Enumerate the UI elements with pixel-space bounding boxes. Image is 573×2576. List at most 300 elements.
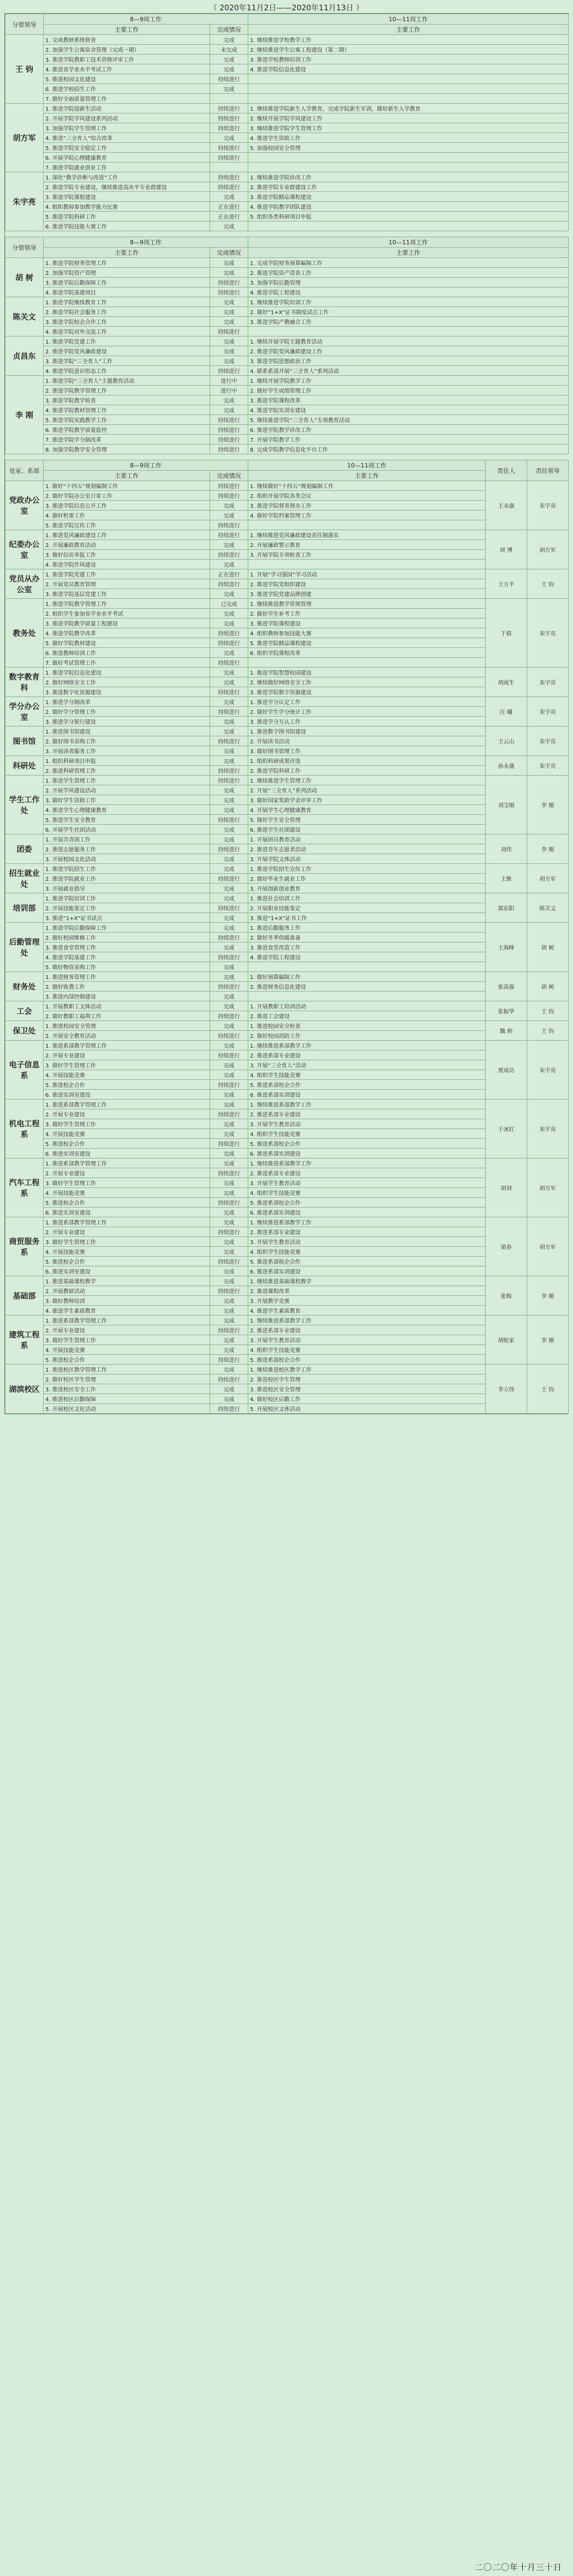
- table-row: [5, 1129, 569, 1139]
- next-work-item: 2. 开展“三全育人”系列活动: [248, 785, 486, 795]
- next-work-item: 4. 做好校区后勤工作: [248, 1394, 486, 1404]
- status-cell: 完成: [210, 923, 248, 933]
- status-cell: 持续进行: [210, 1286, 248, 1296]
- next-work-item: 2. 推进工会建设: [248, 1011, 486, 1021]
- status-cell: 持续进行: [210, 982, 248, 992]
- table-row: [5, 1109, 569, 1119]
- responsible-person: 张振华: [486, 1001, 527, 1021]
- table-row: [5, 717, 569, 726]
- table-row: [5, 307, 569, 317]
- header-main-work-next: 主要工作: [248, 25, 569, 35]
- table-row: [5, 1306, 569, 1316]
- status-cell: 持续进行: [210, 550, 248, 560]
- current-work-item: 1. 推进系部教学管理工作: [44, 1158, 210, 1168]
- responsible-person: 张梅: [486, 1276, 527, 1316]
- current-work-item: 6. 推进学院技能大赛工作: [44, 221, 210, 231]
- status-cell: 正在进行: [210, 202, 248, 212]
- next-work-item: 3. 开展学生教育活动: [248, 1119, 486, 1129]
- status-cell: 持续进行: [210, 1109, 248, 1119]
- status-cell: 完成: [210, 192, 248, 202]
- table-row: [5, 1188, 569, 1198]
- next-work-item: 2. 做好学生补考工作: [248, 609, 486, 619]
- table-header-row: [5, 460, 569, 471]
- next-work-item: 1. 开展团员教育活动: [248, 834, 486, 844]
- status-cell: 完成: [210, 1384, 248, 1394]
- table-row: [5, 64, 569, 74]
- next-work-item: 1. 继续推进学院新生入学教育，完成学院新生军训，做好新生入学教育: [248, 104, 569, 113]
- header-status: 完成情况: [210, 248, 248, 258]
- table-row: [5, 386, 569, 395]
- next-work-item: 3. 开展学生教育活动: [248, 1237, 486, 1247]
- next-work-item: 3. 推进学院数字资源建设: [248, 687, 486, 697]
- responsible-leader: 王 钧: [527, 1001, 569, 1021]
- table-row: [5, 1050, 569, 1060]
- group-name: 贞昌东: [5, 337, 44, 376]
- table-row: [5, 202, 569, 212]
- status-cell: 完成: [210, 589, 248, 599]
- current-work-item: 2. 做好学院办公室日常工作: [44, 491, 210, 501]
- group-name: 数字教育科: [5, 668, 44, 697]
- table-row: [5, 153, 569, 163]
- status-cell: 完成: [210, 795, 248, 805]
- current-work-item: 3. 推进学院教学检查: [44, 395, 210, 405]
- next-work-item: 1. 继续推进学院诊改工作: [248, 172, 569, 182]
- next-work-item: 1. 继续做好“十四五”规划编制工作: [248, 481, 486, 491]
- table-row: [5, 736, 569, 746]
- current-work-item: 1. 深化“教学诊断与改进”工作: [44, 172, 210, 182]
- current-work-item: 4. 开展技能竞赛: [44, 1070, 210, 1080]
- current-work-item: 4. 推进学院教学改革: [44, 628, 210, 638]
- responsible-person: 郭东阳: [486, 893, 527, 923]
- group-name: 党员从办公室: [5, 569, 44, 599]
- current-work-item: 1. 推进学院教学管理工作: [44, 599, 210, 609]
- status-cell: 完成: [210, 1316, 248, 1325]
- header-main-work: 主要工作: [44, 25, 210, 35]
- responsible-leader: 李 刚: [527, 834, 569, 864]
- current-work-item: 3. 做好学生管理工作: [44, 1237, 210, 1247]
- status-cell: 完成: [210, 317, 248, 327]
- status-cell: 持续进行: [210, 481, 248, 491]
- current-work-item: 4. 推进省学业水平考试工作: [44, 64, 210, 74]
- current-work-item: 3. 推进学院教职工技术资格评审工作: [44, 55, 210, 64]
- next-work-item: 2. 推进学院科研工作: [248, 766, 486, 776]
- status-cell: 持续进行: [210, 491, 248, 501]
- table-row: [5, 1011, 569, 1021]
- current-work-item: 2. 开展廉政教育活动: [44, 540, 210, 550]
- table-row: [5, 1060, 569, 1070]
- current-work-item: 3. 推进学院后勤保障工作: [44, 278, 210, 287]
- current-work-item: 4. 开展技能竞赛: [44, 1188, 210, 1198]
- status-cell: 完成: [210, 1041, 248, 1050]
- next-work-item: 2. 继续推进学生公寓工程建设（第二期）: [248, 45, 569, 55]
- table-row: [5, 609, 569, 619]
- table-row: [5, 317, 569, 327]
- status-cell: 完成: [210, 992, 248, 1001]
- next-work-item: 2. 继续开展学院学风建设工作: [248, 113, 569, 123]
- table-row: [5, 530, 569, 540]
- next-work-item: 2. 推进系部专业建设: [248, 1050, 486, 1060]
- responsible-person: 王海峰: [486, 923, 527, 972]
- next-work-item: 2. 做好“1+X”证书制度试点工作: [248, 307, 569, 317]
- current-work-item: 5. 推进校企合作: [44, 1257, 210, 1266]
- status-cell: 持续进行: [210, 182, 248, 192]
- status-cell: 持续进行: [210, 1198, 248, 1208]
- status-cell: 完成: [210, 1158, 248, 1168]
- current-work-item: 4. 做好机要工作: [44, 511, 210, 520]
- current-work-item: 7. 推进学院学分制改革: [44, 435, 210, 445]
- status-cell: 完成: [210, 501, 248, 511]
- next-work-item: 1. 组织科研成果评选: [248, 756, 486, 766]
- status-cell: 完成: [210, 1237, 248, 1247]
- status-cell: 完成: [210, 785, 248, 795]
- table-row: [5, 766, 569, 776]
- status-cell: 完成: [210, 1217, 248, 1227]
- next-work-item: 4. 组织学生技能竞赛: [248, 1345, 486, 1355]
- header-main-work-next: 主要工作: [248, 471, 486, 481]
- next-work-item: 4. 组织学生技能竞赛: [248, 1188, 486, 1198]
- table-row: [5, 540, 569, 550]
- responsible-leader: 王 钧: [527, 1021, 569, 1041]
- current-work-item: 1. 推进学院迎新生活动: [44, 104, 210, 113]
- next-work-item: 4. 开展学生心理健康教育: [248, 805, 486, 815]
- status-cell: 完成: [210, 1149, 248, 1158]
- status-cell: 持续进行: [210, 287, 248, 297]
- current-work-item: 1. 推进学院信息化建设: [44, 668, 210, 677]
- table-row: [5, 599, 569, 609]
- next-work-item: 4. 联系系部开展“三全育人”系列活动: [248, 366, 569, 376]
- responsible-leader: 胡 树: [527, 923, 569, 972]
- next-work-item: 1. 继续推进学院培训工作: [248, 297, 569, 307]
- table-row: [5, 74, 569, 84]
- group-name: 学生工作处: [5, 776, 44, 834]
- current-work-item: 1. 推进系部教学管理工作: [44, 1316, 210, 1325]
- current-work-item: 3. 推进学院校企合作工作: [44, 317, 210, 327]
- next-work-item: 1. 继续推进系部教学工作: [248, 1316, 486, 1325]
- group-name: 李 刚: [5, 376, 44, 454]
- next-work-item: [248, 992, 486, 1001]
- next-work-item: 3. 推进学院精品课程建设: [248, 192, 569, 202]
- period-title: （ 2020年11月2日——2020年11月13日 ）: [209, 4, 364, 13]
- current-work-item: 4. 推进“三全育人”综合改革: [44, 133, 210, 143]
- table-row: [5, 1119, 569, 1129]
- responsible-leader: 胡方军: [527, 864, 569, 893]
- current-work-item: 5. 推进学院安全稳定工作: [44, 143, 210, 153]
- table-row: [5, 327, 569, 337]
- group-name: 培训部: [5, 893, 44, 923]
- responsible-leader: 胡 树: [527, 972, 569, 1001]
- current-work-item: 2. 开展专业建设: [44, 1227, 210, 1237]
- next-work-item: 1. 推进社会培训工作: [248, 893, 486, 903]
- next-work-item: [248, 962, 486, 972]
- next-work-item: 4. 推进学院信息化建设: [248, 64, 569, 74]
- table-row: [5, 405, 569, 415]
- group-name: 纪委办公室: [5, 530, 44, 569]
- table-row: [5, 84, 569, 94]
- table-row: [5, 677, 569, 687]
- table-row: [5, 942, 569, 952]
- table-row: [5, 376, 569, 386]
- current-work-item: 2. 开展安全教育活动: [44, 1031, 210, 1041]
- table-row: [5, 415, 569, 425]
- table-row: [5, 913, 569, 923]
- next-work-item: 3. 开展学生教育活动: [248, 1335, 486, 1345]
- next-work-item: 6. 组织学院课程改革: [248, 648, 486, 658]
- status-cell: 完成: [210, 346, 248, 356]
- current-work-item: 7. 做好考试管理工作: [44, 658, 210, 668]
- status-cell: 完成: [210, 35, 248, 45]
- current-work-item: 2. 开展专业建设: [44, 1109, 210, 1119]
- section-gap: [5, 231, 569, 237]
- table-row: [5, 1296, 569, 1306]
- work-plan-table: [5, 14, 569, 1414]
- status-cell: 完成: [210, 1001, 248, 1011]
- next-work-item: 2. 做好校园消防工作: [248, 1031, 486, 1041]
- current-work-item: 3. 推进数字化资源建设: [44, 687, 210, 697]
- status-cell: 完成: [210, 258, 248, 268]
- current-work-item: 1. 推进基础课程教学: [44, 1276, 210, 1286]
- current-work-item: 1. 开展共青团工作: [44, 834, 210, 844]
- next-work-item: 5. 继续推进学院“三全育人”专项教育活动: [248, 415, 569, 425]
- next-work-item: 4. 推进学院实训室建设: [248, 405, 569, 415]
- next-work-item: 2. 推进校区学生管理: [248, 1374, 486, 1384]
- group-name: 教务处: [5, 599, 44, 668]
- table-row: [5, 1158, 569, 1168]
- next-work-item: 1. 继续推进学校教学工作: [248, 35, 569, 45]
- current-work-item: 6. 推进教师培训工作: [44, 648, 210, 658]
- responsible-person: 于倩: [486, 599, 527, 668]
- table-row: [5, 550, 569, 560]
- next-work-item: [248, 327, 569, 337]
- table-row: [5, 395, 569, 405]
- status-cell: 持续进行: [210, 874, 248, 884]
- table-row: [5, 569, 569, 579]
- group-name: 湖滨校区: [5, 1365, 44, 1414]
- group-name: 图书馆: [5, 726, 44, 756]
- header-week-10-11: 10—11周工作: [248, 237, 569, 248]
- status-cell: 持续进行: [210, 1050, 248, 1060]
- current-work-item: 6. 推进实训室建设: [44, 1266, 210, 1276]
- current-work-item: 3. 推进学院课程建设: [44, 192, 210, 202]
- status-cell: 完成: [210, 648, 248, 658]
- status-cell: 完成: [210, 1178, 248, 1188]
- table-row: [5, 992, 569, 1001]
- current-work-item: 2. 推进学院社会服务工作: [44, 307, 210, 317]
- next-work-item: [248, 153, 569, 163]
- next-work-item: 1. 推进学院招生宣传工作: [248, 864, 486, 874]
- current-work-item: 5. 开展校区文化活动: [44, 1404, 210, 1414]
- status-cell: 进行中: [210, 386, 248, 395]
- table-row: [5, 805, 569, 815]
- current-work-item: 4. 推进学生素质教育: [44, 1306, 210, 1316]
- table-row: [5, 113, 569, 123]
- table-row: [5, 982, 569, 992]
- status-cell: 持续进行: [210, 658, 248, 668]
- current-work-item: 5. 推进校企合作: [44, 1198, 210, 1208]
- current-work-item: 2. 做好校区学生管理: [44, 1374, 210, 1384]
- responsible-leader: 王 钧: [527, 1365, 569, 1414]
- work-plan-table-body: [5, 14, 569, 1414]
- status-cell: 完成: [210, 756, 248, 766]
- next-work-item: 4. 推进学院教学团队建设: [248, 202, 569, 212]
- responsible-leader: 胡方军: [527, 1158, 569, 1217]
- status-cell: 完成: [210, 337, 248, 346]
- responsible-leader: 胡方军: [527, 1217, 569, 1276]
- table-row: [5, 212, 569, 221]
- current-work-item: 5. 推进校企合作: [44, 1139, 210, 1149]
- responsible-leader: 陈关文: [527, 893, 569, 923]
- next-work-item: 4. 推进学院工程建设: [248, 952, 486, 962]
- current-work-item: 1. 推进学分制改革: [44, 697, 210, 707]
- current-work-item: 1. 推进校区教学管理工作: [44, 1365, 210, 1374]
- next-work-item: 3. 继续推进学院学生管理工作: [248, 123, 569, 133]
- status-cell: 持续进行: [210, 766, 248, 776]
- current-work-item: 1. 完成教研系统督查: [44, 35, 210, 45]
- current-work-item: 3. 推进学院“三全育人”工作: [44, 356, 210, 366]
- next-work-item: 1. 推进校园安全检查: [248, 1021, 486, 1031]
- table-row: [5, 825, 569, 834]
- status-cell: 持续进行: [210, 278, 248, 287]
- status-cell: 持续进行: [210, 1227, 248, 1237]
- next-work-item: 5. 推进系部校企合作: [248, 1198, 486, 1208]
- group-name: 工会: [5, 1001, 44, 1021]
- current-work-item: 2. 开展学风建设活动: [44, 785, 210, 795]
- current-work-item: 2. 开展党员教育管理: [44, 579, 210, 589]
- table-row: [5, 1090, 569, 1100]
- status-cell: 完成: [210, 864, 248, 874]
- group-name: 保卫处: [5, 1021, 44, 1041]
- table-row: [5, 511, 569, 520]
- next-work-item: [248, 94, 569, 104]
- current-work-item: 3. 做好教师培训: [44, 1296, 210, 1306]
- responsible-person: 王维: [486, 864, 527, 893]
- table-row: [5, 221, 569, 231]
- status-cell: 持续进行: [210, 172, 248, 182]
- current-work-item: 3. 推进学院信息公开工作: [44, 501, 210, 511]
- next-work-item: 6. 推进学院教学诊改工作: [248, 425, 569, 435]
- header-week-8-9: 8—9周工作: [44, 460, 248, 471]
- table-row: [5, 1325, 569, 1335]
- current-work-item: 3. 推进学院教学质量工程建设: [44, 619, 210, 628]
- next-work-item: 2. 做好学生学分统计工作: [248, 707, 486, 717]
- table-row: [5, 297, 569, 307]
- table-row: [5, 337, 569, 346]
- status-cell: 正在进行: [210, 569, 248, 579]
- current-work-item: 3. 做好学生管理工作: [44, 1060, 210, 1070]
- status-cell: 完成: [210, 854, 248, 864]
- current-work-item: 4. 推进学院对外交流工作: [44, 327, 210, 337]
- responsible-person: 胡轮家: [486, 1316, 527, 1365]
- table-row: [5, 628, 569, 638]
- table-row: [5, 884, 569, 893]
- next-work-item: 5. 加强校园安全管理: [248, 143, 569, 153]
- next-work-item: 2. 做好毕业生就业工作: [248, 874, 486, 884]
- next-work-item: 2. 做好学生成绩管理工作: [248, 386, 569, 395]
- table-row: [5, 795, 569, 805]
- status-cell: 完成: [210, 405, 248, 415]
- table-row: [5, 962, 569, 972]
- next-work-item: 1. 继续推进系部教学工作: [248, 1217, 486, 1227]
- header-responsible: 责任人: [486, 460, 527, 481]
- table-row: [5, 1001, 569, 1011]
- group-name: 胡方军: [5, 104, 44, 172]
- next-work-item: 3. 推进学院思想政治工作: [248, 356, 569, 366]
- status-cell: 持续进行: [210, 638, 248, 648]
- current-work-item: 3. 开展读者服务工作: [44, 746, 210, 756]
- next-work-item: 2. 推进学院党风廉政建设工作: [248, 346, 569, 356]
- next-work-item: 5. 推进学院精品课程建设: [248, 638, 486, 648]
- current-work-item: 3. 推进校区安全工作: [44, 1384, 210, 1394]
- status-cell: 完成: [210, 884, 248, 893]
- current-work-item: 6. 推进实训室建设: [44, 1090, 210, 1100]
- current-work-item: 2. 做好学分管理工作: [44, 707, 210, 717]
- status-cell: 完成: [210, 64, 248, 74]
- header-col1: 处室、系部: [5, 460, 44, 481]
- status-cell: 完成: [210, 1247, 248, 1257]
- next-work-item: 3. 推进学校教师培训工作: [248, 55, 569, 64]
- group-name: 招生就业处: [5, 864, 44, 893]
- next-work-item: 2. 做好冬季供暖准备: [248, 933, 486, 942]
- current-work-item: 2. 加强学生公寓宿舍管理（完成一期）: [44, 45, 210, 55]
- next-work-item: 1. 开展“学习强国”学习活动: [248, 569, 486, 579]
- next-work-item: 4. 组织学生技能竞赛: [248, 1129, 486, 1139]
- status-cell: 完成: [210, 511, 248, 520]
- status-cell: 完成: [210, 962, 248, 972]
- status-cell: 持续进行: [210, 1011, 248, 1021]
- status-cell: 完成: [210, 972, 248, 982]
- next-work-item: [248, 84, 569, 94]
- current-work-item: 3. 做好学生管理工作: [44, 1335, 210, 1345]
- current-work-item: 2. 组织学生参加省学业水平考试: [44, 609, 210, 619]
- responsible-leader: 朱宇亮: [527, 599, 569, 668]
- group-name: 财务处: [5, 972, 44, 1001]
- group-name: 胡 树: [5, 258, 44, 297]
- next-work-item: 1. 完成学院财务预算编制工作: [248, 258, 569, 268]
- next-work-item: 1. 继续开展学院主题教育活动: [248, 337, 569, 346]
- status-cell: 完成: [210, 726, 248, 736]
- status-cell: 完成: [210, 697, 248, 707]
- status-cell: 完成: [210, 395, 248, 405]
- group-name: 汽车工程系: [5, 1158, 44, 1217]
- table-row: [5, 481, 569, 491]
- status-cell: 完成: [210, 717, 248, 726]
- current-work-item: 2. 加强学院资产管理: [44, 268, 210, 278]
- table-row: [5, 687, 569, 697]
- table-row: [5, 1345, 569, 1355]
- next-work-item: 1. 推进学分认定工作: [248, 697, 486, 707]
- next-work-item: 3. 开展学生教育活动: [248, 1178, 486, 1188]
- header-week-10-11: 10—11周工作: [248, 14, 569, 25]
- current-work-item: 1. 开展教职工文体活动: [44, 1001, 210, 1011]
- responsible-leader: 胡方军: [527, 530, 569, 569]
- responsible-person: 孙永盛: [486, 756, 527, 776]
- current-work-item: 2. 推进学院专业建设，继续推进高水平专业群建设: [44, 182, 210, 192]
- header-col1: 分管领导: [5, 237, 44, 258]
- next-work-item: 2. 推进系部专业建设: [248, 1227, 486, 1237]
- table-row: [5, 903, 569, 913]
- responsible-person: 胡刘: [486, 1158, 527, 1217]
- table-row: [5, 854, 569, 864]
- next-work-item: 5. 组织各类科研项目申报: [248, 212, 569, 221]
- current-work-item: 3. 开展就业指导: [44, 884, 210, 893]
- table-row: [5, 1227, 569, 1237]
- table-row: [5, 1394, 569, 1404]
- next-work-item: 1. 继续推进基础课程教学: [248, 1276, 486, 1286]
- group-name: 朱宇亮: [5, 172, 44, 231]
- table-row: [5, 1041, 569, 1050]
- status-cell: 未完成: [210, 45, 248, 55]
- next-work-item: 1. 继续推进系部教学工作: [248, 1041, 486, 1050]
- group-name: 学分办公室: [5, 697, 44, 726]
